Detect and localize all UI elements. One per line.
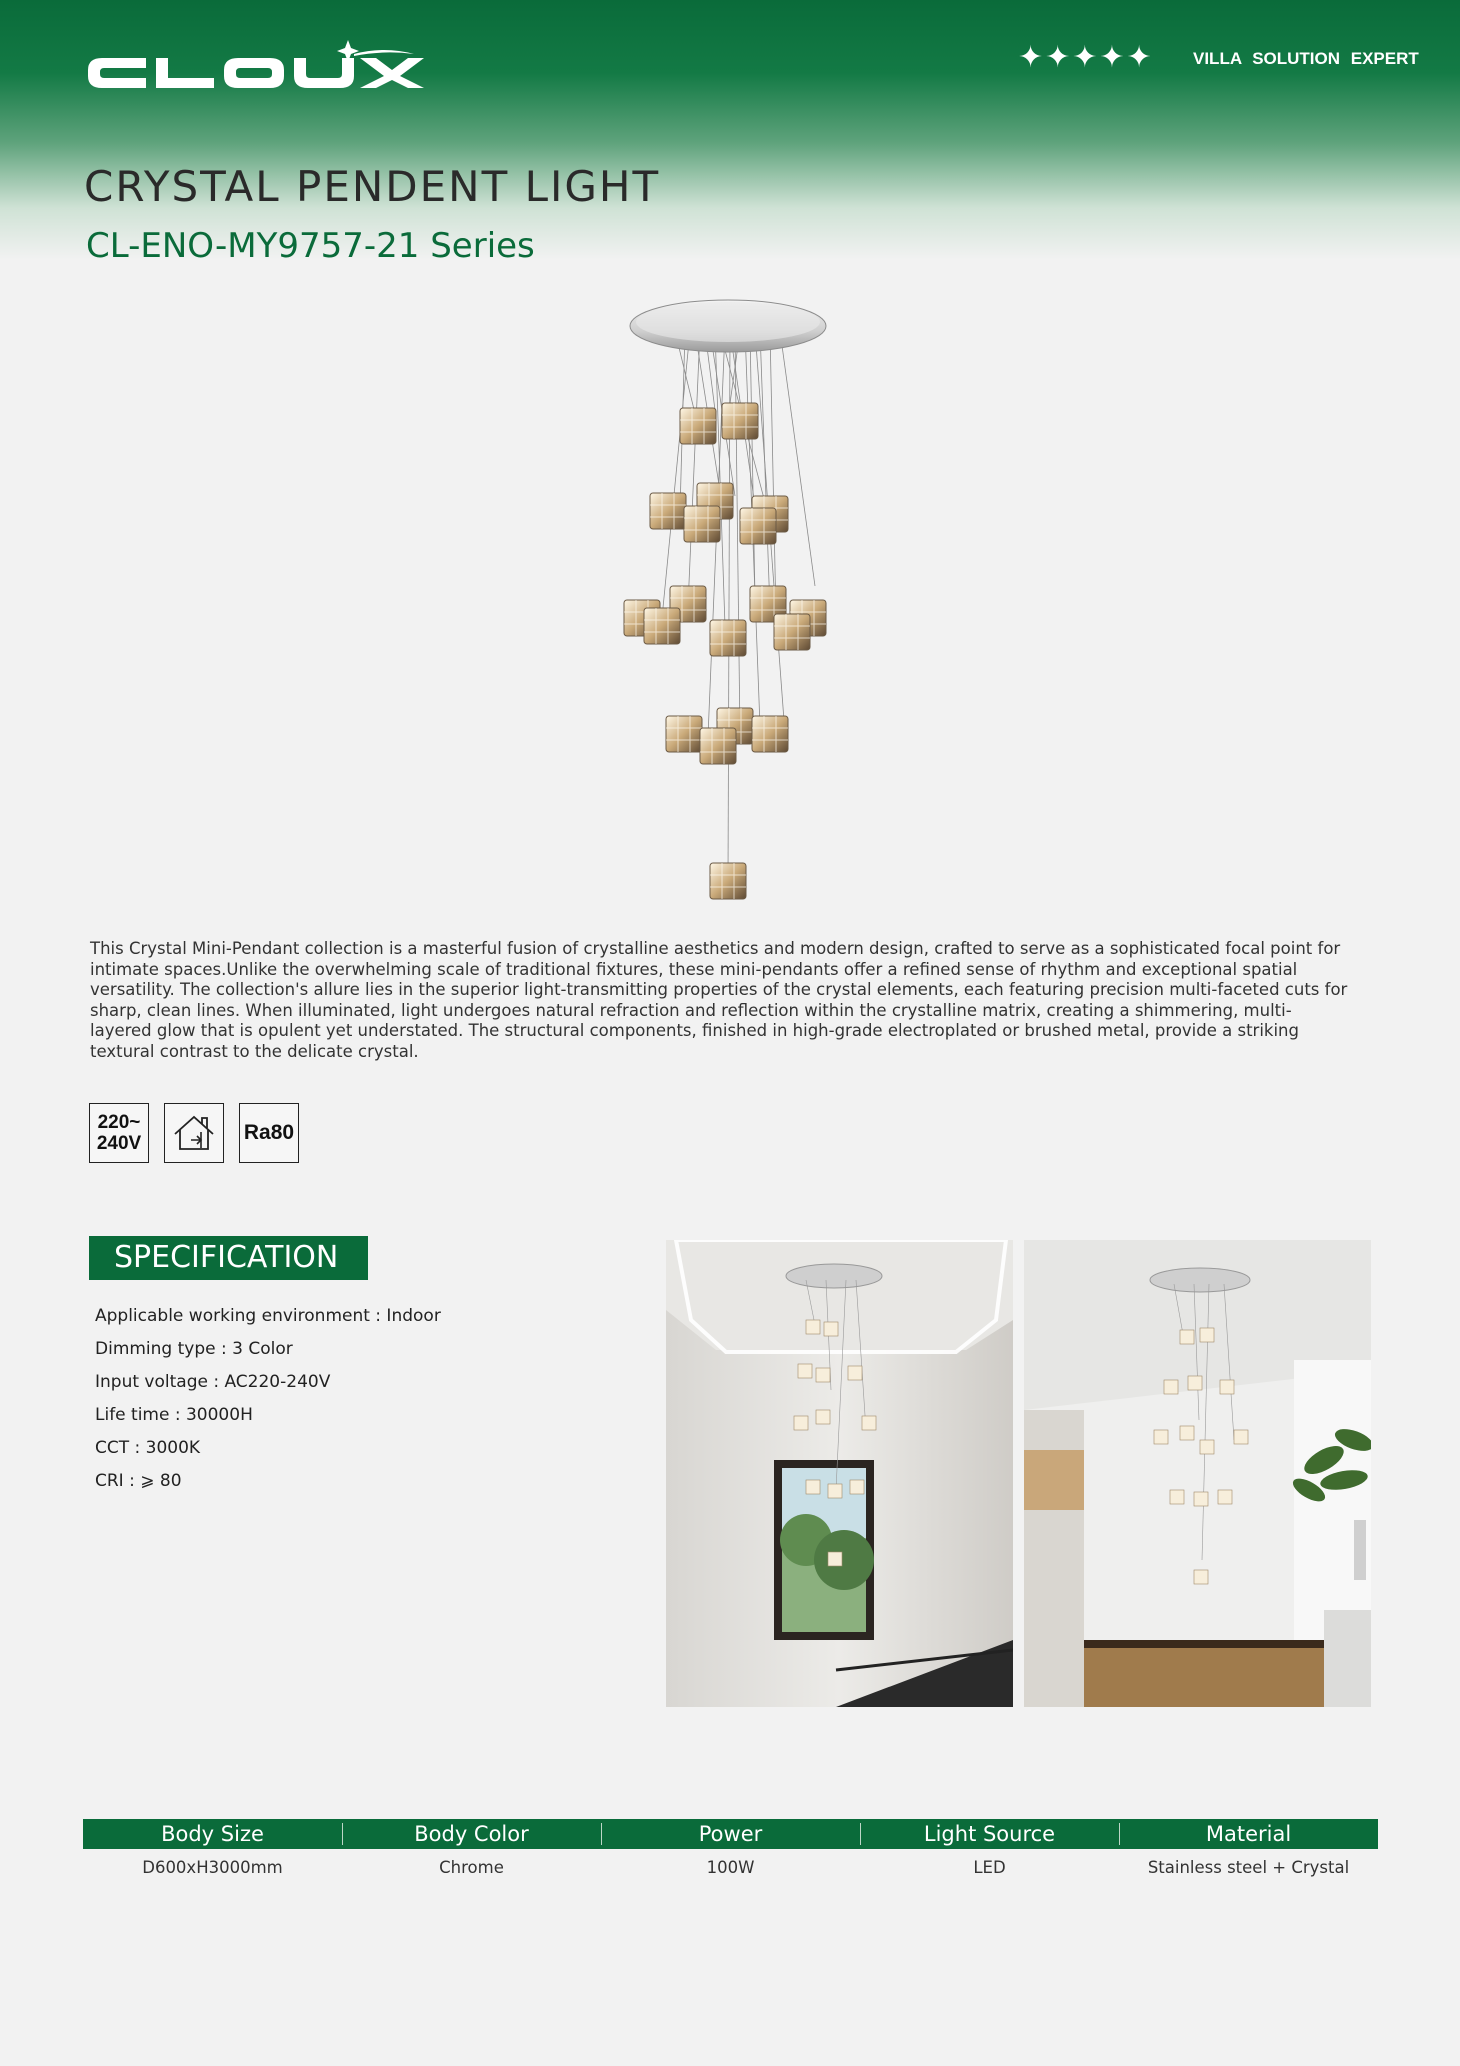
rating-stars: ✦✦✦✦✦ — [1018, 40, 1154, 75]
ra80-badge-text: Ra80 — [243, 1121, 295, 1144]
spec-item: Applicable working environment : Indoor — [95, 1306, 441, 1326]
spec-item: Input voltage : AC220-240V — [95, 1372, 331, 1392]
value-body-color: Chrome — [439, 1858, 504, 1877]
header-light-source: Light Source — [860, 1819, 1119, 1849]
cloux-logo — [84, 40, 436, 102]
product-description: This Crystal Mini-Pendant collection is a masterful fusion of crystalline aesthetics and modern design, crafted to serve as a sophisticated focal point for intimate spaces.Unlike the overwhelming scale of traditional fixtures, these mini-pendants offer a refined sense of rhythm and exceptional spatial versatility. The collection's allure lies in the superior light-transmitting properties of the crystal elements, each featuring precision multi-faceted cuts for sharp, clean lines. When illuminated, light undergoes natural refraction and reflection within the crystalline matrix, creating a shimmering, multi-layered glow that is opulent yet understated. The structural components, finished in high-grade electroplated or brushed metal, provide a striking textural contrast to the delicate crystal. — [90, 939, 1348, 1061]
spec-item: CRI : ⩾ 80 — [95, 1471, 182, 1491]
product-series: CL-ENO-MY9757-21 Series — [86, 226, 535, 266]
header-material: Material — [1119, 1819, 1378, 1849]
value-body-size: D600xH3000mm — [142, 1858, 283, 1877]
specification-list — [95, 1300, 441, 1498]
product-title: CRYSTAL PENDENT LIGHT — [84, 162, 661, 211]
header-band — [0, 0, 1460, 260]
specification-heading: SPECIFICATION — [89, 1236, 368, 1280]
header-body-size: Body Size — [161, 1822, 264, 1846]
spec-table-header — [83, 1819, 1378, 1849]
installation-photo-stairwell — [666, 1240, 1013, 1707]
spec-item: Dimming type : 3 Color — [95, 1339, 293, 1359]
spec-item: CCT : 3000K — [95, 1438, 201, 1458]
ra80-badge — [239, 1103, 299, 1163]
value-light-source: LED — [973, 1858, 1006, 1877]
voltage-badge — [89, 1103, 149, 1163]
header-body-color: Body Color — [342, 1819, 601, 1849]
value-material: Stainless steel + Crystal — [1147, 1858, 1350, 1877]
spec-table-row — [83, 1856, 1378, 1880]
spec-item: Life time : 30000H — [95, 1405, 253, 1425]
brand-tagline: VILLA SOLUTION EXPERT — [1193, 49, 1419, 68]
value-power: 100W — [706, 1858, 755, 1877]
installation-photo-atrium — [1024, 1240, 1371, 1707]
voltage-badge-text: 220~ 240V — [96, 1112, 142, 1154]
house-indoor-icon — [164, 1103, 224, 1163]
header-power: Power — [601, 1819, 860, 1849]
pendant-light-image — [610, 286, 850, 906]
